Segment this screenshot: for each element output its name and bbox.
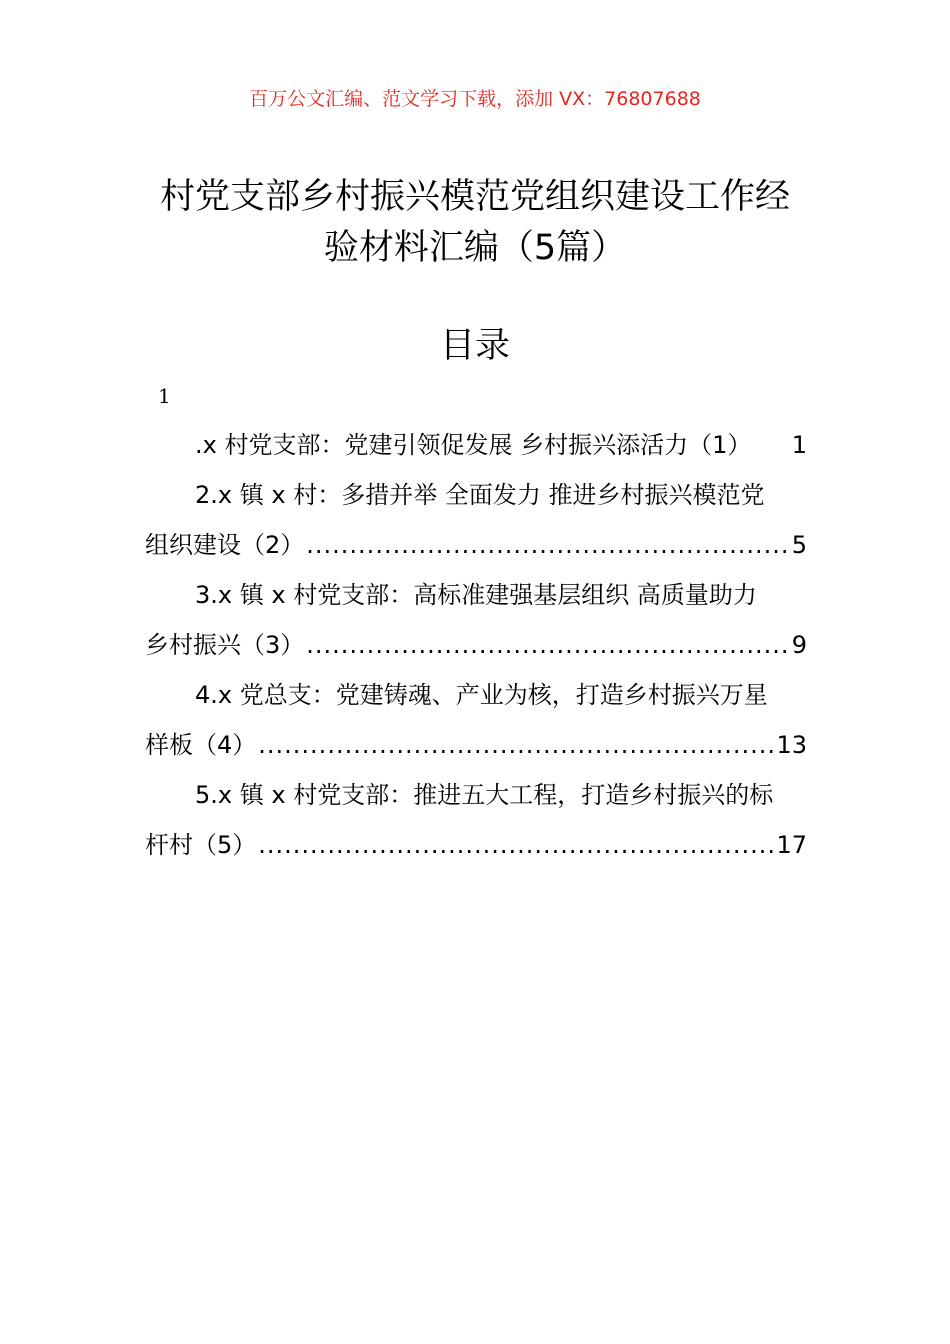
- toc-heading: 目录: [439, 326, 510, 366]
- toc-entry-1[interactable]: [145, 420, 807, 470]
- toc-entry-title: 3.x 镇 x 村党支部：高标准建强基层组织 高质量助力: [195, 581, 757, 609]
- toc-entry-2-line-1[interactable]: [145, 470, 807, 520]
- toc-entry-title-cont: 样板（4）: [145, 731, 257, 759]
- toc-entry-title: 2.x 镇 x 村：多措并举 全面发力 推进乡村振兴模范党: [195, 481, 765, 509]
- document-title-line-1: 村党支部乡村振兴模范党组织建设工作经: [159, 177, 790, 217]
- document-title: [140, 172, 810, 274]
- toc-entry-2-line-2[interactable]: [145, 520, 807, 570]
- toc-entry-title-cont: 杆村（5）: [145, 831, 257, 859]
- toc-entry-3-line-1[interactable]: [145, 570, 807, 620]
- toc-leader-dots: [306, 620, 789, 670]
- toc-entry-5-line-2[interactable]: [145, 820, 807, 870]
- toc-entry-title: 4.x 党总支：党建铸魂、产业为核，打造乡村振兴万星: [195, 681, 768, 709]
- toc-entry-page: 13: [776, 731, 807, 759]
- toc-entry-4-line-2[interactable]: [145, 720, 807, 770]
- toc-entry-title-cont: 乡村振兴（3）: [145, 631, 305, 659]
- toc-entry-page: 5: [791, 531, 807, 559]
- table-of-contents: [145, 420, 807, 870]
- header-note: 百万公文汇编、范文学习下载，添加 VX：76807688: [249, 88, 701, 110]
- toc-leader-dots: [258, 820, 774, 870]
- toc-entry-title-cont: 组织建设（2）: [145, 531, 305, 559]
- toc-entry-title: .x 村党支部：党建引领促发展 乡村振兴添活力（1）: [195, 431, 752, 459]
- toc-entry-page: 9: [791, 631, 807, 659]
- toc-entry-page: 17: [776, 831, 807, 859]
- stray-number: 1: [158, 384, 171, 408]
- toc-entry-4-line-1[interactable]: [145, 670, 807, 720]
- toc-entry-3-line-2[interactable]: [145, 620, 807, 670]
- toc-leader-dots: [306, 520, 789, 570]
- toc-entry-5-line-1[interactable]: [145, 770, 807, 820]
- toc-entry-title: 5.x 镇 x 村党支部：推进五大工程，打造乡村振兴的标: [195, 781, 774, 809]
- document-title-line-2: 验材料汇编（5篇）: [323, 228, 627, 268]
- toc-entry-page: 1: [791, 431, 807, 459]
- toc-leader-dots: [258, 720, 774, 770]
